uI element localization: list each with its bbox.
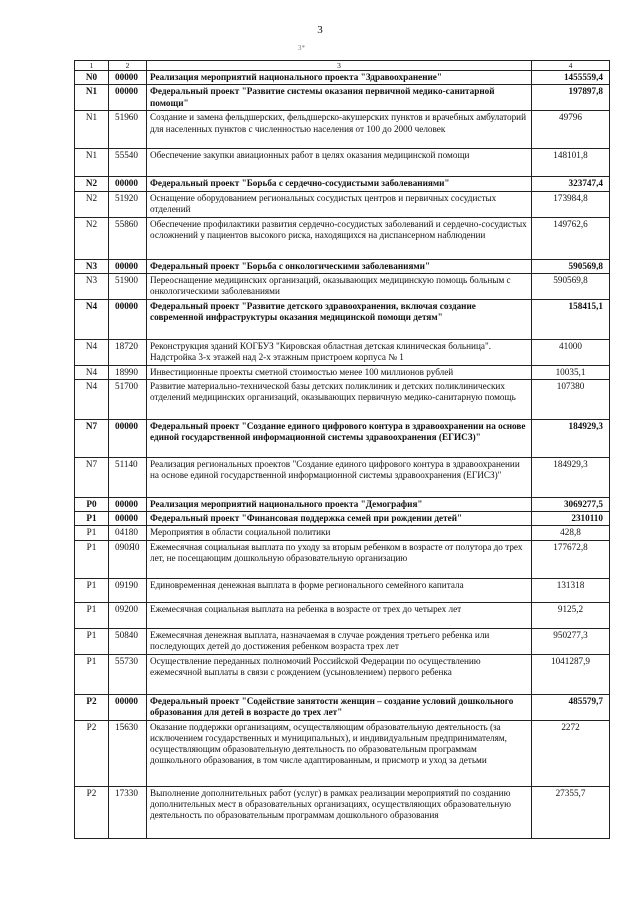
row-subcode: 09200 <box>109 602 147 628</box>
column-number-row <box>75 61 610 71</box>
row-subcode: 15630 <box>109 720 147 786</box>
row-amount: 2310110 <box>532 512 610 526</box>
row-amount: 177672,8 <box>532 540 610 578</box>
row-amount: 197897,8 <box>532 85 610 111</box>
row-subcode: 51700 <box>109 380 147 420</box>
row-amount: 173984,8 <box>532 191 610 217</box>
row-code: N2 <box>75 177 109 191</box>
table-row <box>75 191 610 217</box>
row-code: P1 <box>75 512 109 526</box>
row-amount: 1455559,4 <box>532 71 610 85</box>
table-row <box>75 177 610 191</box>
row-description: Реализация мероприятий национального проекта "Здравоохранение" <box>147 71 532 85</box>
table-row <box>75 628 610 654</box>
row-description: Ежемесячная социальная выплата на ребенка в возрасте от трех до четырех лет <box>147 602 532 628</box>
table-row <box>75 149 610 177</box>
row-subcode: 00000 <box>109 498 147 512</box>
row-subcode: 00000 <box>109 85 147 111</box>
row-amount: 9125,2 <box>532 602 610 628</box>
row-description: Обеспечение закупки авиационных работ в целях оказания медицинской помощи <box>147 149 532 177</box>
row-amount: 590569,8 <box>532 259 610 273</box>
row-subcode: 00000 <box>109 420 147 458</box>
table-row <box>75 458 610 498</box>
table-row <box>75 602 610 628</box>
row-subcode: 55730 <box>109 654 147 694</box>
row-code: P1 <box>75 602 109 628</box>
row-description: Федеральный проект "Создание единого цифрового контура в здравоохранении на основе единой государственной информационной системы здравоохранения (ЕГИСЗ)" <box>147 420 532 458</box>
row-description: Реализация региональных проектов "Создание единого цифрового контура в здравоохранении на основе единой государственной информационной системы здравоохранения (ЕГИСЗ)" <box>147 458 532 498</box>
table-row <box>75 540 610 578</box>
row-amount: 323747,4 <box>532 177 610 191</box>
table-row <box>75 365 610 379</box>
row-subcode: 00000 <box>109 71 147 85</box>
table-row <box>75 786 610 838</box>
row-subcode: 090Я0 <box>109 540 147 578</box>
row-description: Инвестиционные проекты сметной стоимостью менее 100 миллионов рублей <box>147 365 532 379</box>
row-amount: 485579,7 <box>532 694 610 720</box>
row-code: P1 <box>75 540 109 578</box>
row-amount: 148101,8 <box>532 149 610 177</box>
row-subcode: 00000 <box>109 512 147 526</box>
table-row <box>75 720 610 786</box>
row-description: Оснащение оборудованием региональных сосудистых центров и первичных сосудистых отделений <box>147 191 532 217</box>
table-row <box>75 578 610 602</box>
row-code: P1 <box>75 654 109 694</box>
table-row <box>75 380 610 420</box>
row-description: Федеральный проект "Развитие системы оказания первичной медико-санитарной помощи" <box>147 85 532 111</box>
table-row <box>75 259 610 273</box>
row-description: Ежемесячная социальная выплата по уходу за вторым ребенком в возрасте от полутора до трех лет, не посещающим дошкольную образовательную организацию <box>147 540 532 578</box>
row-description: Реализация мероприятий национального проекта "Демография" <box>147 498 532 512</box>
row-code: P2 <box>75 720 109 786</box>
row-code: P2 <box>75 786 109 838</box>
row-description: Реконструкция зданий КОГБУЗ "Кировская областная детская клиническая больница". Надстройка 3-х этажей над 2-х этажным пристроем корпуса № 1 <box>147 339 532 365</box>
column-number-3: 3 <box>147 61 532 71</box>
row-description: Создание и замена фельдшерских, фельдшерско-акушерских пунктов и врачебных амбулаторий для населенных пунктов с численностью населения от 100 до 2000 человек <box>147 111 532 149</box>
row-description: Осуществление переданных полномочий Российской Федерации по осуществлению ежемесячной выплаты в связи с рождением (усыновлением) первого ребенка <box>147 654 532 694</box>
row-description: Ежемесячная денежная выплата, назначаемая в случае рождения третьего ребенка или последующих детей до достижения ребенком возраста трех лет <box>147 628 532 654</box>
table-row <box>75 498 610 512</box>
page-mark: 3* <box>298 44 305 52</box>
row-code: P2 <box>75 694 109 720</box>
row-amount: 41000 <box>532 339 610 365</box>
row-subcode: 51140 <box>109 458 147 498</box>
row-code: P1 <box>75 628 109 654</box>
table-row <box>75 339 610 365</box>
row-subcode: 00000 <box>109 177 147 191</box>
table-row <box>75 111 610 149</box>
row-amount: 184929,3 <box>532 458 610 498</box>
row-description: Развитие материально-технической базы детских поликлиник и детских поликлинических отделений медицинских организаций, оказывающих первичную медико-санитарную помощь <box>147 380 532 420</box>
row-code: N1 <box>75 85 109 111</box>
row-subcode: 17330 <box>109 786 147 838</box>
row-amount: 149762,6 <box>532 217 610 259</box>
row-code: N1 <box>75 149 109 177</box>
table-row <box>75 512 610 526</box>
row-code: N4 <box>75 299 109 339</box>
row-subcode: 50840 <box>109 628 147 654</box>
row-amount: 107380 <box>532 380 610 420</box>
row-amount: 10035,1 <box>532 365 610 379</box>
table-row <box>75 694 610 720</box>
table-row <box>75 420 610 458</box>
row-subcode: 00000 <box>109 259 147 273</box>
table-row <box>75 526 610 540</box>
table-row <box>75 217 610 259</box>
row-subcode: 51920 <box>109 191 147 217</box>
row-subcode: 18720 <box>109 339 147 365</box>
row-amount: 131318 <box>532 578 610 602</box>
row-code: N4 <box>75 365 109 379</box>
row-subcode: 51960 <box>109 111 147 149</box>
row-amount: 49796 <box>532 111 610 149</box>
row-description: Федеральный проект "Борьба с онкологическими заболеваниями" <box>147 259 532 273</box>
row-description: Федеральный проект "Содействие занятости женщин – создание условий дошкольного образования для детей в возрасте до трех лет" <box>147 694 532 720</box>
row-code: N7 <box>75 420 109 458</box>
table-row <box>75 654 610 694</box>
row-description: Единовременная денежная выплата в форме регионального семейного капитала <box>147 578 532 602</box>
row-description: Федеральный проект "Борьба с сердечно-сосудистыми заболеваниями" <box>147 177 532 191</box>
table-row <box>75 85 610 111</box>
row-code: P0 <box>75 498 109 512</box>
row-code: N7 <box>75 458 109 498</box>
row-description: Выполнение дополнительных работ (услуг) в рамках реализации мероприятий по созданию дополнительных мест в образовательных организациях, осуществляющих образовательную деятельность по образовательным программам дошкольного образования <box>147 786 532 838</box>
column-number-4: 4 <box>532 61 610 71</box>
row-description: Мероприятия в области социальной политики <box>147 526 532 540</box>
row-code: N3 <box>75 273 109 299</box>
table-row <box>75 71 610 85</box>
row-amount: 590569,8 <box>532 273 610 299</box>
row-code: P1 <box>75 578 109 602</box>
row-amount: 3069277,5 <box>532 498 610 512</box>
page-number: 3 <box>317 24 323 36</box>
row-amount: 950277,3 <box>532 628 610 654</box>
row-code: N2 <box>75 217 109 259</box>
row-amount: 2272 <box>532 720 610 786</box>
row-description: Федеральный проект "Финансовая поддержка семей при рождении детей" <box>147 512 532 526</box>
row-code: N4 <box>75 380 109 420</box>
budget-table <box>74 60 610 839</box>
row-description: Обеспечение профилактики развития сердечно-сосудистых заболеваний и сердечно-сосудистых осложнений у пациентов высокого риска, находящихся на диспансерном наблюдении <box>147 217 532 259</box>
row-subcode: 55860 <box>109 217 147 259</box>
budget-table-body <box>75 61 610 839</box>
row-amount: 158415,1 <box>532 299 610 339</box>
row-subcode: 55540 <box>109 149 147 177</box>
row-subcode: 00000 <box>109 299 147 339</box>
row-code: N1 <box>75 111 109 149</box>
row-code: P1 <box>75 526 109 540</box>
row-amount: 1041287,9 <box>532 654 610 694</box>
row-description: Переоснащение медицинских организаций, оказывающих медицинскую помощь больным с онкологическими заболеваниями <box>147 273 532 299</box>
row-code: N4 <box>75 339 109 365</box>
row-amount: 184929,3 <box>532 420 610 458</box>
row-description: Оказание поддержки организациям, осуществляющим образовательную деятельность (за исключением государственных и муниципальных), и индивидуальным предпринимателям, осуществляющим образовательную деятельность по образовательным программам дошкольного образования, в том числе адаптированным, и присмотр и уход за детьми <box>147 720 532 786</box>
column-number-2: 2 <box>109 61 147 71</box>
row-amount: 428,8 <box>532 526 610 540</box>
row-subcode: 04180 <box>109 526 147 540</box>
row-subcode: 09190 <box>109 578 147 602</box>
row-subcode: 00000 <box>109 694 147 720</box>
row-subcode: 51900 <box>109 273 147 299</box>
row-code: N2 <box>75 191 109 217</box>
row-code: N3 <box>75 259 109 273</box>
row-subcode: 18990 <box>109 365 147 379</box>
table-row <box>75 273 610 299</box>
table-row <box>75 299 610 339</box>
row-amount: 27355,7 <box>532 786 610 838</box>
row-code: N0 <box>75 71 109 85</box>
column-number-1: 1 <box>75 61 109 71</box>
row-description: Федеральный проект "Развитие детского здравоохранения, включая создание современной инфраструктуры оказания медицинской помощи детям" <box>147 299 532 339</box>
